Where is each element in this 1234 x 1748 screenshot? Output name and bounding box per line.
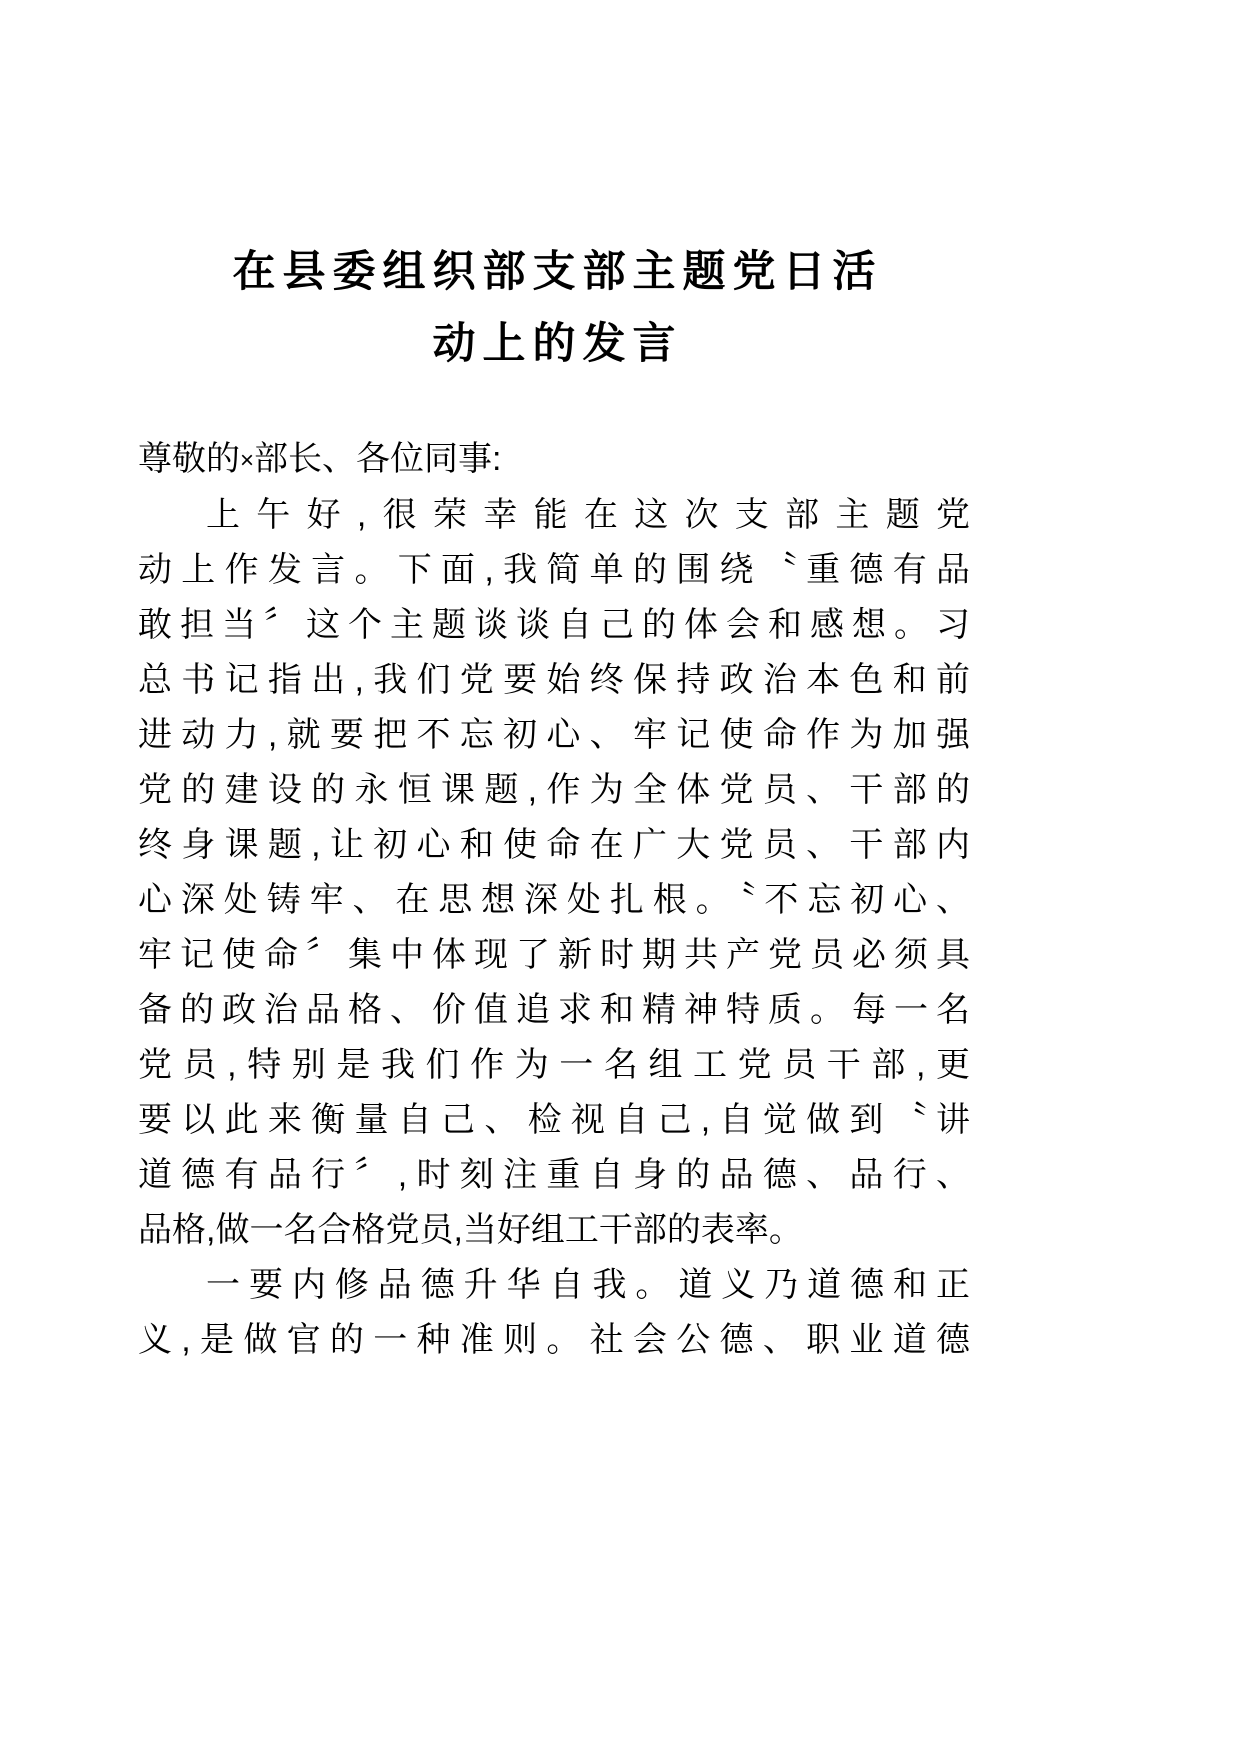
salutation-suffix: 部长、各位同事: — [254, 440, 502, 478]
paragraph-1-line-13: 道德有品行〞,时刻注重自身的品德、品行、 — [138, 1156, 970, 1194]
paragraph-1-line-5: 进动力,就要把不忘初心、牢记使命作为加强 — [138, 716, 970, 754]
paragraph-1-line-10: 备的政治品格、价值追求和精神特质。每一名 — [138, 991, 970, 1029]
paragraph-1-line-1: 上午好,很荣幸能在这次支部主题党 — [206, 496, 970, 534]
paragraph-1-line-14: 品格,做一名合格党员,当好组工干部的表率。 — [138, 1211, 803, 1249]
paragraph-2-line-1: 一要内修品德升华自我。道义乃道德和正 — [206, 1266, 970, 1304]
title-line-1: 在县委组织部支部主题党日活 — [232, 248, 883, 296]
paragraph-1-line-4: 总书记指出,我们党要始终保持政治本色和前 — [138, 661, 970, 699]
paragraph-1-line-3: 敢担当〞这个主题谈谈自己的体会和感想。习 — [138, 606, 970, 644]
paragraph-2-line-2: 义,是做官的一种准则。社会公德、职业道德 — [138, 1321, 970, 1359]
paragraph-2 — [138, 1258, 970, 1368]
paragraph-1-line-8: 心深处铸牢、在思想深处扎根。〝不忘初心、 — [138, 881, 970, 919]
paragraph-1-line-9: 牢记使命〞集中体现了新时期共产党员必须具 — [138, 936, 970, 974]
page-content-column — [138, 0, 970, 1368]
paragraph-1-line-11: 党员,特别是我们作为一名组工党员干部,更 — [138, 1046, 970, 1084]
paragraph-1-line-2: 动上作发言。下面,我简单的围绕〝重德有品 — [138, 551, 970, 589]
salutation-line — [138, 432, 970, 488]
paragraph-1-line-6: 党的建设的永恒课题,作为全体党员、干部的 — [138, 771, 970, 809]
title-line-2: 动上的发言 — [432, 320, 683, 368]
document-body — [138, 432, 970, 1368]
paragraph-1-line-7: 终身课题,让初心和使命在广大党员、干部内 — [138, 826, 970, 864]
salutation — [138, 432, 970, 488]
redaction-mark: × — [240, 447, 255, 474]
paragraph-1-line-12: 要以此来衡量自己、检视自己,自觉做到〝讲 — [138, 1101, 970, 1139]
salutation-prefix: 尊敬的 — [138, 440, 240, 478]
paragraph-1 — [138, 488, 970, 1258]
document-title — [138, 0, 970, 380]
